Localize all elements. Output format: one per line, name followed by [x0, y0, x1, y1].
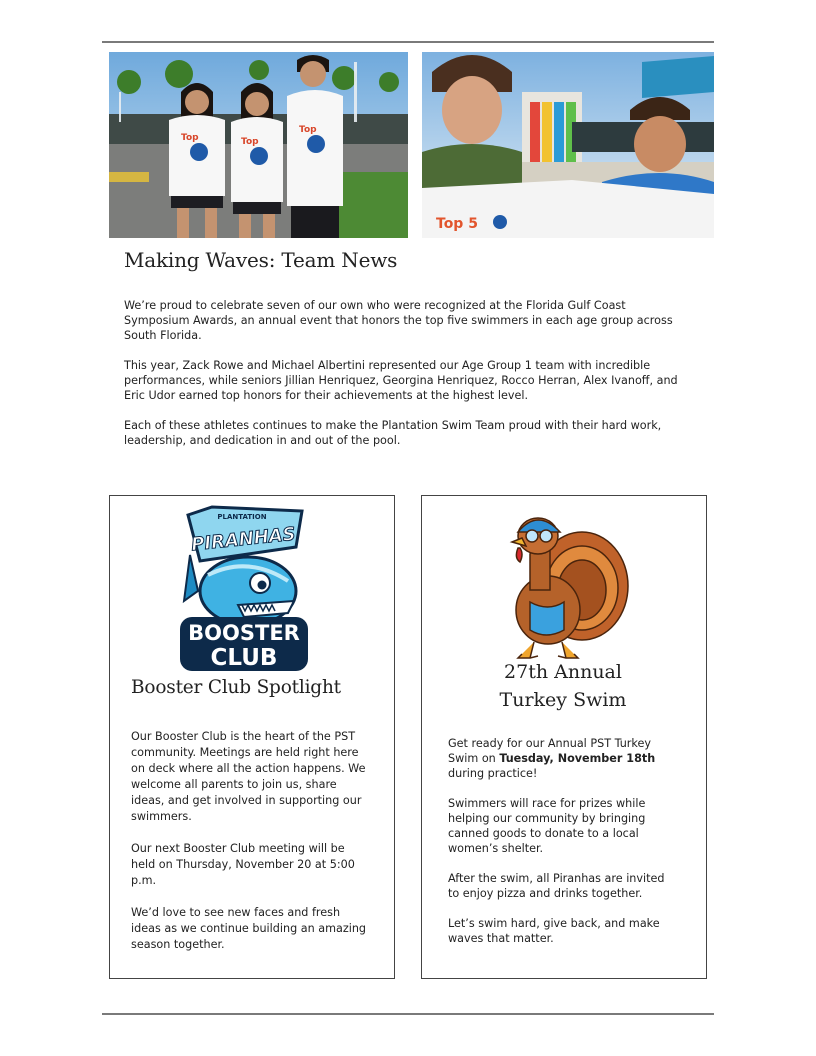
turkey-title — [422, 658, 704, 714]
turkey-paragraph: Let’s swim hard, give back, and make waves that matter. — [448, 917, 660, 945]
logo-club-text: CLUB — [210, 645, 278, 671]
turkey-paragraph: Swimmers will race for prizes while helping our community by bringing canned goods to donate to a local women’s shelter. — [448, 797, 646, 855]
svg-text:Top: Top — [181, 133, 199, 143]
booster-body — [131, 729, 367, 969]
turkey-swimmer-illustration — [490, 510, 632, 664]
turkey-paragraph: After the swim, all Piranhas are invited to enjoy pizza and drinks together. — [448, 872, 665, 900]
booster-paragraph: Our next Booster Club meeting will be held on Thursday, November 20 at 5:00 p.m. — [131, 842, 355, 887]
team-photo-seniors — [109, 52, 408, 238]
svg-text:Top: Top — [299, 125, 317, 135]
logo-team-text: PIRANHAS — [190, 523, 297, 556]
news-title: Making Waves: Team News — [124, 248, 398, 272]
logo-booster-text: BOOSTER — [188, 621, 300, 645]
news-body — [124, 298, 684, 463]
booster-title: Booster Club Spotlight — [131, 677, 341, 698]
news-paragraph: This year, Zack Rowe and Michael Albertini represented our Age Group 1 team with incredible performances, while seniors Jillian Henriquez, Georgina Henriquez, Rocco Herran, Alex Ivanoff, and Eric Udor earned top honors for their achievements at the highest level. — [124, 359, 678, 402]
turkey-body — [448, 736, 676, 961]
bottom-divider — [102, 1013, 714, 1015]
booster-club-card — [109, 495, 395, 979]
turkey-intro: Get ready for our Annual PST Turkey Swim on Tuesday, November 18th during practice! — [448, 737, 656, 780]
news-paragraph: We’re proud to celebrate seven of our own who were recognized at the Florida Gulf Coast Symposium Awards, an annual event that honors the top five swimmers in each age group across South Florida. — [124, 299, 673, 342]
booster-paragraph: Our Booster Club is the heart of the PST community. Meetings are held right here on deck where all the action happens. We welcome all parents to join us, share ideas, and get involved in supporting our swimmers. — [131, 730, 366, 823]
turkey-title-line1: 27th Annual — [504, 661, 622, 683]
logo-top-text: PLANTATION — [217, 513, 267, 521]
turkey-date: Tuesday, November 18th — [499, 752, 656, 765]
turkey-title-line2: Turkey Swim — [499, 689, 627, 711]
news-paragraph: Each of these athletes continues to make the Plantation Swim Team proud with their hard work, leadership, and dedication in and out of the pool. — [124, 419, 662, 447]
team-photo-age-group — [422, 52, 714, 238]
booster-club-logo — [178, 505, 312, 673]
turkey-swim-card — [421, 495, 707, 979]
booster-paragraph: We’d love to see new faces and fresh ideas as we continue building an amazing season together. — [131, 906, 367, 951]
svg-text:Top: Top — [241, 137, 259, 147]
top-divider — [102, 41, 714, 43]
svg-text:Top 5: Top 5 — [436, 216, 478, 232]
